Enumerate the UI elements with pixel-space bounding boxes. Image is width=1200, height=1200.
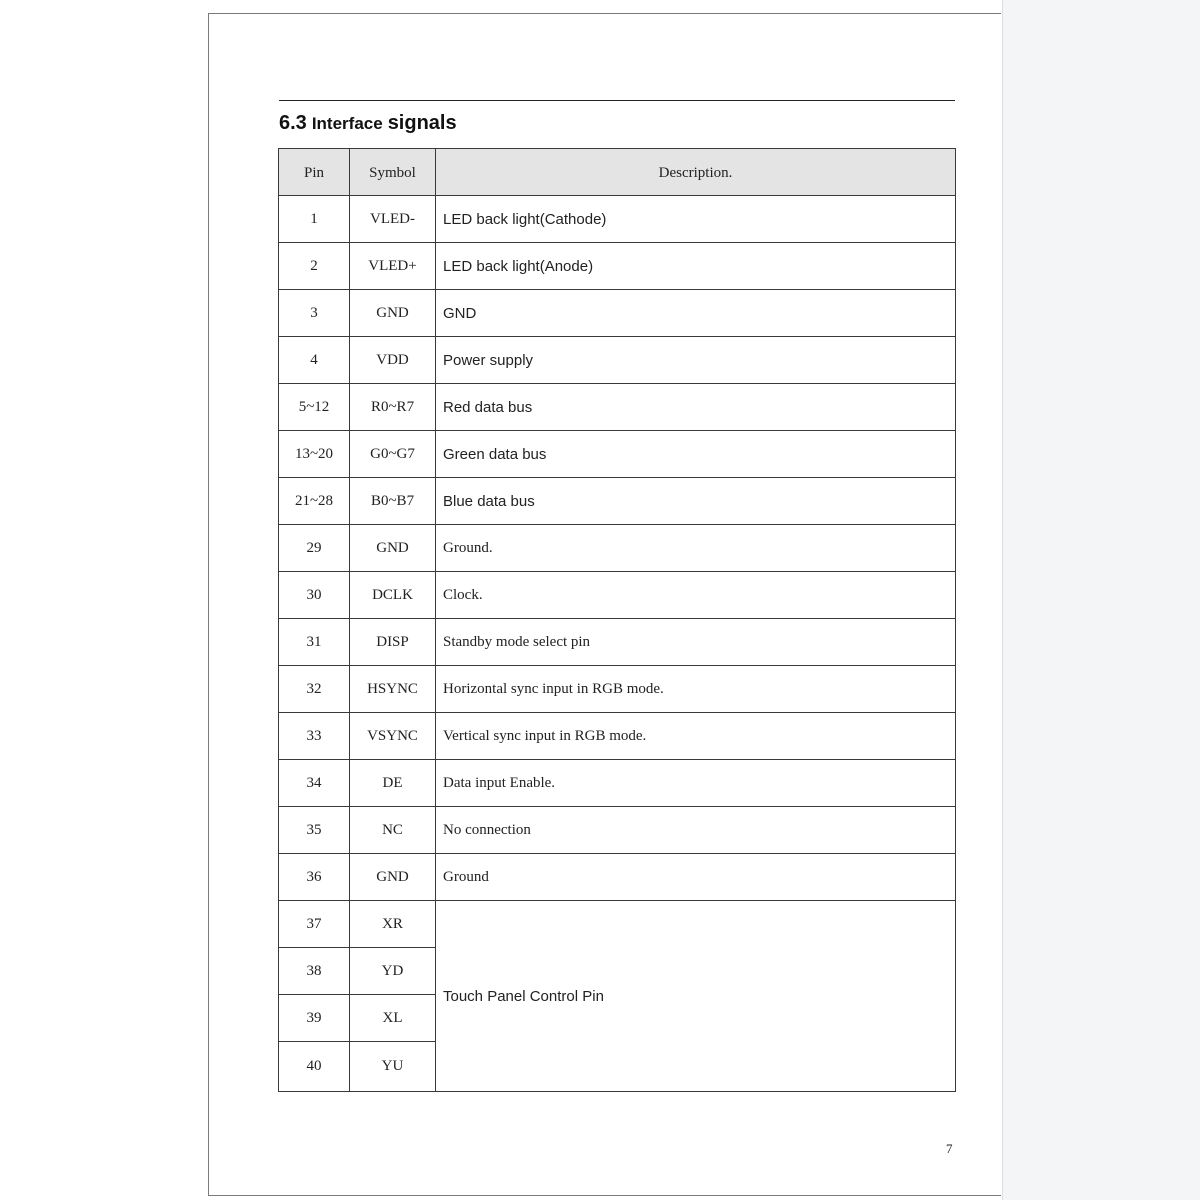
symbol-cell: B0~B7 bbox=[350, 478, 436, 525]
description-cell: Ground. bbox=[436, 525, 956, 572]
symbol-cell: YD bbox=[350, 948, 436, 995]
section-title-part2: signals bbox=[387, 112, 457, 134]
header-pin: Pin bbox=[279, 149, 350, 196]
pin-cell: 4 bbox=[279, 337, 350, 384]
pin-cell: 30 bbox=[279, 572, 350, 619]
symbol-cell: DE bbox=[350, 760, 436, 807]
description-cell: GND bbox=[436, 290, 956, 337]
description-cell: Blue data bus bbox=[436, 478, 956, 525]
pin-cell: 40 bbox=[279, 1042, 350, 1092]
header-symbol: Symbol bbox=[350, 149, 436, 196]
table-row bbox=[279, 290, 956, 337]
description-cell: LED back light(Cathode) bbox=[436, 196, 956, 243]
table-row bbox=[279, 478, 956, 525]
document-page bbox=[208, 13, 1001, 1196]
pin-cell: 13~20 bbox=[279, 431, 350, 478]
symbol-cell: GND bbox=[350, 854, 436, 901]
table-row bbox=[279, 619, 956, 666]
table-row bbox=[279, 572, 956, 619]
symbol-cell: HSYNC bbox=[350, 666, 436, 713]
table-row bbox=[279, 431, 956, 478]
symbol-cell: DCLK bbox=[350, 572, 436, 619]
page-number: 7 bbox=[946, 1141, 953, 1156]
description-cell: No connection bbox=[436, 807, 956, 854]
pin-cell: 1 bbox=[279, 196, 350, 243]
section-title-part1: Interface bbox=[311, 114, 383, 133]
symbol-cell: XL bbox=[350, 995, 436, 1042]
description-cell: Data input Enable. bbox=[436, 760, 956, 807]
touch-description-cell: Touch Panel Control Pin bbox=[436, 901, 956, 1092]
symbol-cell: YU bbox=[350, 1042, 436, 1092]
symbol-cell: XR bbox=[350, 901, 436, 948]
symbol-cell: NC bbox=[350, 807, 436, 854]
pin-cell: 35 bbox=[279, 807, 350, 854]
table-row bbox=[279, 384, 956, 431]
table-row bbox=[279, 337, 956, 384]
section-title bbox=[279, 112, 457, 140]
pin-cell: 33 bbox=[279, 713, 350, 760]
table-row bbox=[279, 854, 956, 901]
symbol-cell: VDD bbox=[350, 337, 436, 384]
pin-cell: 34 bbox=[279, 760, 350, 807]
table-row bbox=[279, 525, 956, 572]
pin-cell: 32 bbox=[279, 666, 350, 713]
description-cell: Red data bus bbox=[436, 384, 956, 431]
table-row bbox=[279, 243, 956, 290]
symbol-cell: GND bbox=[350, 525, 436, 572]
section-number: 6.3 bbox=[279, 112, 307, 134]
pin-cell: 39 bbox=[279, 995, 350, 1042]
pin-cell: 21~28 bbox=[279, 478, 350, 525]
description-cell: Clock. bbox=[436, 572, 956, 619]
description-cell: Ground bbox=[436, 854, 956, 901]
description-cell: Standby mode select pin bbox=[436, 619, 956, 666]
symbol-cell: GND bbox=[350, 290, 436, 337]
description-cell: Horizontal sync input in RGB mode. bbox=[436, 666, 956, 713]
table-row bbox=[279, 807, 956, 854]
table-row bbox=[279, 666, 956, 713]
table-body bbox=[279, 196, 956, 1092]
header-rule bbox=[279, 100, 955, 101]
description-cell: LED back light(Anode) bbox=[436, 243, 956, 290]
table-row bbox=[279, 901, 956, 948]
description-cell: Power supply bbox=[436, 337, 956, 384]
symbol-cell: G0~G7 bbox=[350, 431, 436, 478]
interface-signals-table bbox=[278, 148, 956, 1092]
symbol-cell: DISP bbox=[350, 619, 436, 666]
pin-cell: 3 bbox=[279, 290, 350, 337]
symbol-cell: R0~R7 bbox=[350, 384, 436, 431]
pin-cell: 38 bbox=[279, 948, 350, 995]
symbol-cell: VSYNC bbox=[350, 713, 436, 760]
header-description: Description. bbox=[436, 149, 956, 196]
pin-cell: 2 bbox=[279, 243, 350, 290]
pin-cell: 29 bbox=[279, 525, 350, 572]
pin-cell: 5~12 bbox=[279, 384, 350, 431]
pin-cell: 36 bbox=[279, 854, 350, 901]
table-header-row bbox=[279, 149, 956, 196]
viewer-side-panel bbox=[1002, 0, 1200, 1200]
symbol-cell: VLED+ bbox=[350, 243, 436, 290]
pin-cell: 31 bbox=[279, 619, 350, 666]
table-row bbox=[279, 196, 956, 243]
table-row bbox=[279, 713, 956, 760]
description-cell: Green data bus bbox=[436, 431, 956, 478]
description-cell: Vertical sync input in RGB mode. bbox=[436, 713, 956, 760]
symbol-cell: VLED- bbox=[350, 196, 436, 243]
pin-cell: 37 bbox=[279, 901, 350, 948]
table-row bbox=[279, 760, 956, 807]
